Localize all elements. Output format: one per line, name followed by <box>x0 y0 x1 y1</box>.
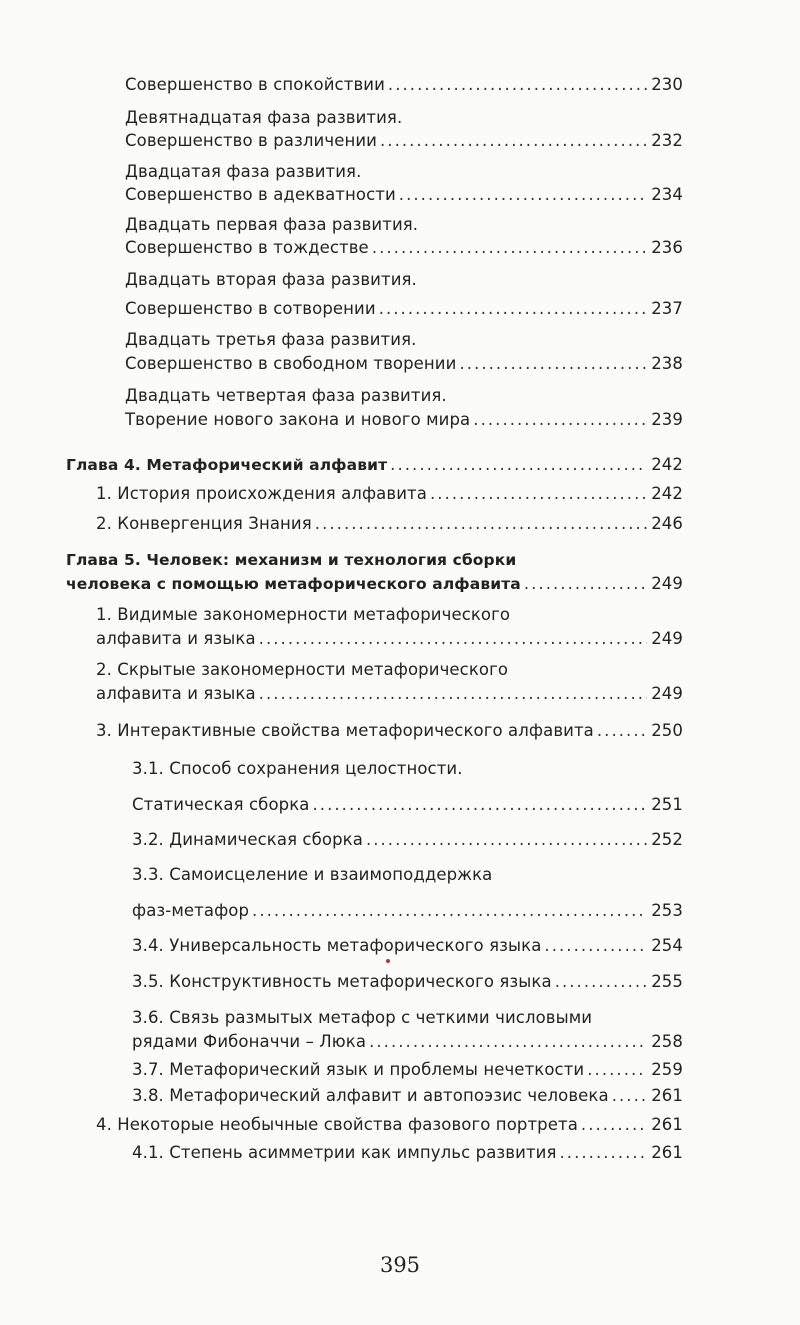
toc-line <box>125 237 683 259</box>
chapter-title: Глава 4. Метафорический алфавит <box>66 456 388 474</box>
toc-line <box>125 353 683 375</box>
toc-line <box>132 1059 683 1081</box>
toc-line <box>125 184 683 206</box>
toc-page-number: 249 <box>651 684 683 703</box>
toc-page-number: 253 <box>651 901 683 920</box>
toc-page-number: 254 <box>651 936 683 955</box>
toc-page-number: 250 <box>651 721 683 740</box>
toc-line <box>132 1142 683 1164</box>
toc-line <box>96 1114 683 1136</box>
page-number: 395 <box>379 1253 421 1277</box>
dot-leader <box>597 720 647 742</box>
toc-entry-title-line1: 3.1. Способ сохранения целостности. <box>132 759 463 778</box>
toc-line <box>125 130 683 152</box>
dot-leader <box>555 971 648 993</box>
toc-entry-title-line1: 3.6. Связь размытых метафор с четкими числовыми <box>132 1008 593 1027</box>
toc-entry-title: Совершенство в адекватности <box>125 185 396 204</box>
toc-line <box>96 683 683 705</box>
toc-page-number: 239 <box>651 410 683 429</box>
toc-page-number: 252 <box>651 830 683 849</box>
dot-leader <box>459 353 647 375</box>
toc-entry-title: Совершенство в свободном творении <box>125 354 457 373</box>
toc-entry-title: 3.4. Универсальность метафорического языка <box>132 936 542 955</box>
toc-entry-title: 3.5. Конструктивность метафорического языка <box>132 972 552 991</box>
toc-page-number: 242 <box>651 484 683 503</box>
toc-entry-title-line1: Двадцатая фаза развития. <box>125 162 362 181</box>
toc-line <box>132 971 683 993</box>
toc-entry-title: Статическая сборка <box>132 795 310 814</box>
toc-line <box>125 409 683 431</box>
toc-entry-title: 3. Интерактивные свойства метафорического алфавита <box>96 721 594 740</box>
toc-entry-title: Совершенство в различении <box>125 131 377 150</box>
toc-entry-title: 3.2. Динамическая сборка <box>132 830 363 849</box>
toc-page-number: 237 <box>651 299 683 318</box>
toc-page-number: 255 <box>651 972 683 991</box>
ink-spot <box>386 959 390 963</box>
toc-entry-title-line1: Двадцать первая фаза развития. <box>125 215 419 234</box>
toc-entry-title: 1. История происхождения алфавита <box>96 484 427 503</box>
toc-entry-title-line1: 2. Скрытые закономерности метафорического <box>96 660 509 679</box>
dot-leader <box>390 454 647 476</box>
dot-leader <box>372 237 647 259</box>
toc-entry-title-line1: Двадцать четвертая фаза развития. <box>125 386 447 405</box>
toc-page-number: 242 <box>651 455 683 474</box>
toc-entry-title: 3.8. Метафорический алфавит и автопоэзис человека <box>132 1086 609 1105</box>
toc-page-number: 232 <box>651 131 683 150</box>
toc-entry-title: 3.7. Метафорический язык и проблемы нечеткости <box>132 1060 585 1079</box>
toc-line <box>96 513 683 535</box>
toc-line <box>132 829 683 851</box>
dot-leader <box>587 1059 647 1081</box>
toc-line <box>66 454 683 476</box>
toc-page-number: 258 <box>651 1032 683 1051</box>
chapter-title: человека с помощью метафорического алфавита <box>66 575 521 593</box>
toc-page-number: 259 <box>651 1060 683 1079</box>
dot-leader <box>369 1031 647 1053</box>
toc-entry-title: Совершенство в сотворении <box>125 299 376 318</box>
dot-leader <box>544 935 647 957</box>
dot-leader <box>524 573 647 595</box>
dot-leader <box>379 298 648 320</box>
toc-page-number: 238 <box>651 354 683 373</box>
toc-entry-title: 4.1. Степень асимметрии как импульс развития <box>132 1143 557 1162</box>
dot-leader <box>313 794 648 816</box>
toc-line <box>96 483 683 505</box>
toc-entry-title: 2. Конвергенция Знания <box>96 514 312 533</box>
dot-leader <box>366 829 647 851</box>
toc-line <box>132 794 683 816</box>
toc-entry-title-line1: Девятнадцатая фаза развития. <box>125 108 403 127</box>
toc-line <box>132 1085 683 1107</box>
toc-entry-title: алфавита и языка <box>96 629 256 648</box>
toc-entry-title: Творение нового закона и нового мира <box>125 410 471 429</box>
dot-leader <box>581 1114 647 1136</box>
toc-entry-title: алфавита и языка <box>96 684 256 703</box>
dot-leader <box>315 513 647 535</box>
toc-entry-title-line1: Двадцать третья фаза развития. <box>125 330 417 349</box>
dot-leader <box>259 628 648 650</box>
toc-page-number: 261 <box>651 1143 683 1162</box>
dot-leader <box>430 483 647 505</box>
toc-entry-title-line1: 3.3. Самоисцеление и взаимоподдержка <box>132 865 493 884</box>
toc-line <box>132 1031 683 1053</box>
toc-page-number: 246 <box>651 514 683 533</box>
toc-entry-title: фаз-метафор <box>132 901 250 920</box>
dot-leader <box>473 409 647 431</box>
dot-leader <box>259 683 648 705</box>
dot-leader <box>399 184 647 206</box>
toc-line <box>66 573 683 595</box>
chapter-title-line1: Глава 5. Человек: механизм и технология сборки <box>66 551 517 569</box>
toc-entry-title: Совершенство в спокойствии <box>125 75 385 94</box>
toc-entry-title-line1: Двадцать вторая фаза развития. <box>125 270 417 289</box>
toc-line <box>96 628 683 650</box>
toc-entry-title: Совершенство в тождестве <box>125 238 369 257</box>
toc-page-number: 251 <box>651 795 683 814</box>
toc-page-number: 249 <box>651 629 683 648</box>
dot-leader <box>560 1142 648 1164</box>
toc-page-number: 234 <box>651 185 683 204</box>
toc-entry-title: рядами Фибоначчи – Люка <box>132 1032 367 1051</box>
toc-line <box>132 900 683 922</box>
toc-page-number: 230 <box>651 75 683 94</box>
toc-line <box>125 298 683 320</box>
dot-leader <box>380 130 647 152</box>
toc-entry-title-line1: 1. Видимые закономерности метафорического <box>96 605 511 624</box>
toc-page-number: 261 <box>651 1115 683 1134</box>
toc-line <box>96 720 683 742</box>
toc-line <box>132 935 683 957</box>
toc-page-number: 261 <box>651 1086 683 1105</box>
dot-leader <box>388 74 647 96</box>
dot-leader <box>612 1085 647 1107</box>
toc-line <box>125 74 683 96</box>
toc-page-number: 236 <box>651 238 683 257</box>
dot-leader <box>252 900 647 922</box>
toc-entry-title: 4. Некоторые необычные свойства фазового портрета <box>96 1115 578 1134</box>
toc-page-number: 249 <box>651 574 683 593</box>
